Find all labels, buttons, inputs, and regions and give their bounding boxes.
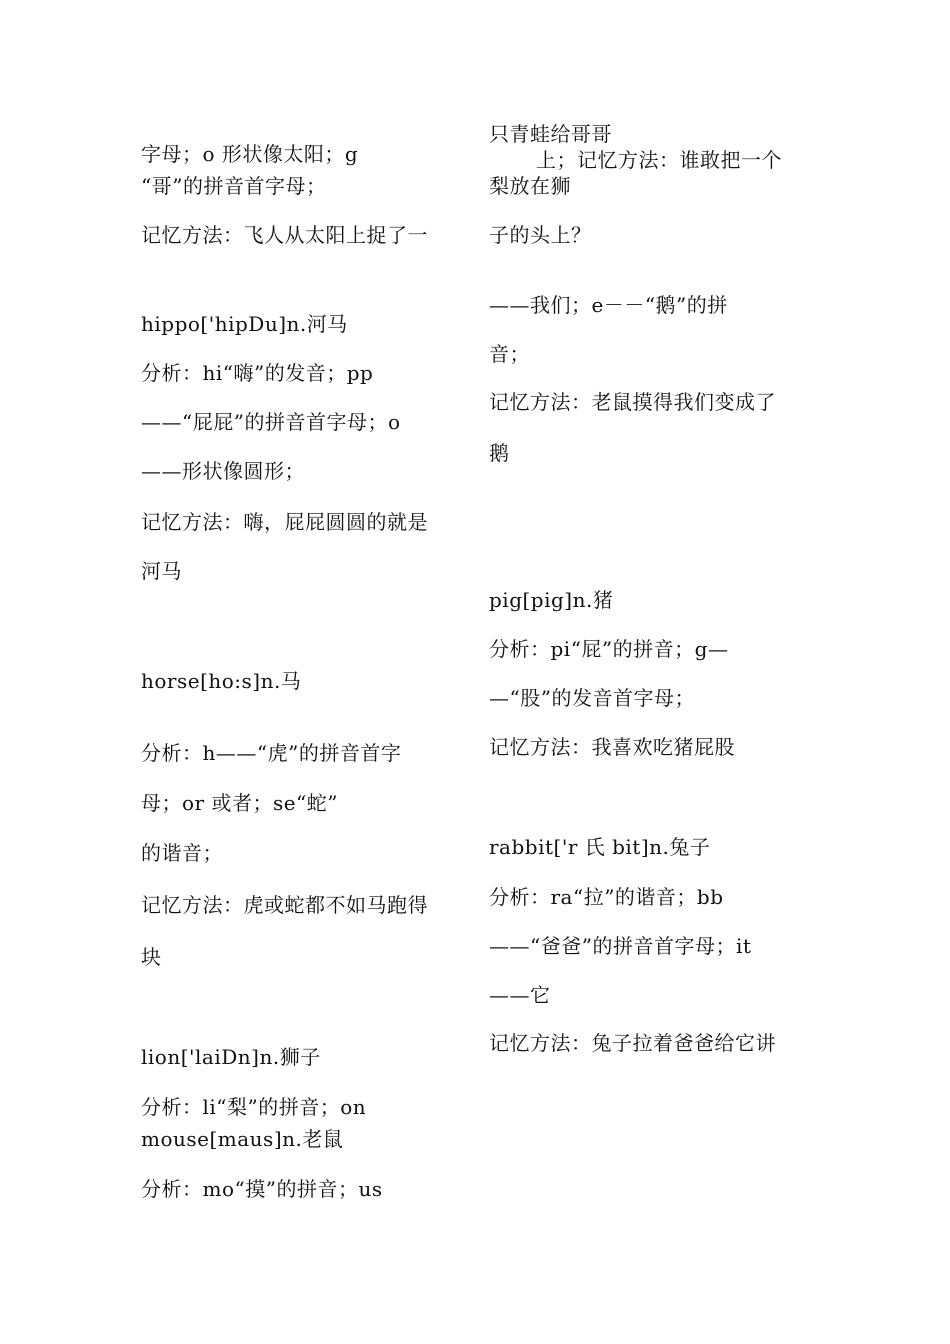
text-line: 块 xyxy=(141,945,162,969)
text-line: 分析：h——“虎”的拼音首字 xyxy=(141,741,402,765)
text-line: 字母；o 形状像太阳；g xyxy=(141,142,359,166)
text-line: 记忆方法：我喜欢吃猪屁股 xyxy=(489,735,735,759)
text-line: “哥”的拼音首字母； xyxy=(141,174,327,198)
text-line: 河马 xyxy=(141,559,182,583)
text-line: 分析：ra“拉”的谐音；bb xyxy=(489,885,724,909)
text-line: ——形状像圆形； xyxy=(141,459,305,483)
text-line: mouse[maus]n.老鼠 xyxy=(141,1127,344,1151)
text-line: 分析：hi“嗨”的发音；pp xyxy=(141,361,374,385)
text-line: 鹅 xyxy=(489,441,510,465)
text-line: ——“屁屁”的拼音首字母；o xyxy=(141,410,401,434)
text-line: 只青蛙给哥哥 xyxy=(489,122,612,146)
text-line: 分析：pi“屁”的拼音；g— xyxy=(489,637,729,661)
text-line: 音； xyxy=(489,342,530,366)
text-line: 子的头上？ xyxy=(489,223,592,247)
text-line: ——我们；e－－“鹅”的拼 xyxy=(489,293,728,317)
text-line: 分析：li“梨”的拼音；on xyxy=(141,1095,367,1119)
text-line: 母；or 或者；se“蛇” xyxy=(141,791,339,815)
text-line: ——“爸爸”的拼音首字母；it xyxy=(489,934,752,958)
text-line: ——它 xyxy=(489,983,551,1007)
text-line: —“股”的发音首字母； xyxy=(489,686,695,710)
text-line: hippo['hipDu]n.河马 xyxy=(141,312,348,336)
text-line: 记忆方法：虎或蛇都不如马跑得 xyxy=(141,893,428,917)
text-line: horse[ho:s]n.马 xyxy=(141,669,302,693)
text-line: 记忆方法：兔子拉着爸爸给它讲 xyxy=(489,1031,776,1055)
text-line: 记忆方法：嗨，屁屁圆圆的就是 xyxy=(141,510,428,534)
text-line: 上；记忆方法：谁敢把一个 xyxy=(536,148,782,172)
text-line: lion['laiDn]n.狮子 xyxy=(141,1045,321,1069)
text-line: 的谐音； xyxy=(141,841,223,865)
text-line: rabbit['r 氏 bit]n.兔子 xyxy=(489,835,711,859)
text-line: 分析：mo“摸”的拼音；us xyxy=(141,1177,383,1201)
text-line: 记忆方法：飞人从太阳上捉了一 xyxy=(141,223,428,247)
text-line: pig[pig]n.猪 xyxy=(489,588,614,612)
text-line: 记忆方法：老鼠摸得我们变成了 xyxy=(489,390,776,414)
text-line: 梨放在狮 xyxy=(489,174,571,198)
